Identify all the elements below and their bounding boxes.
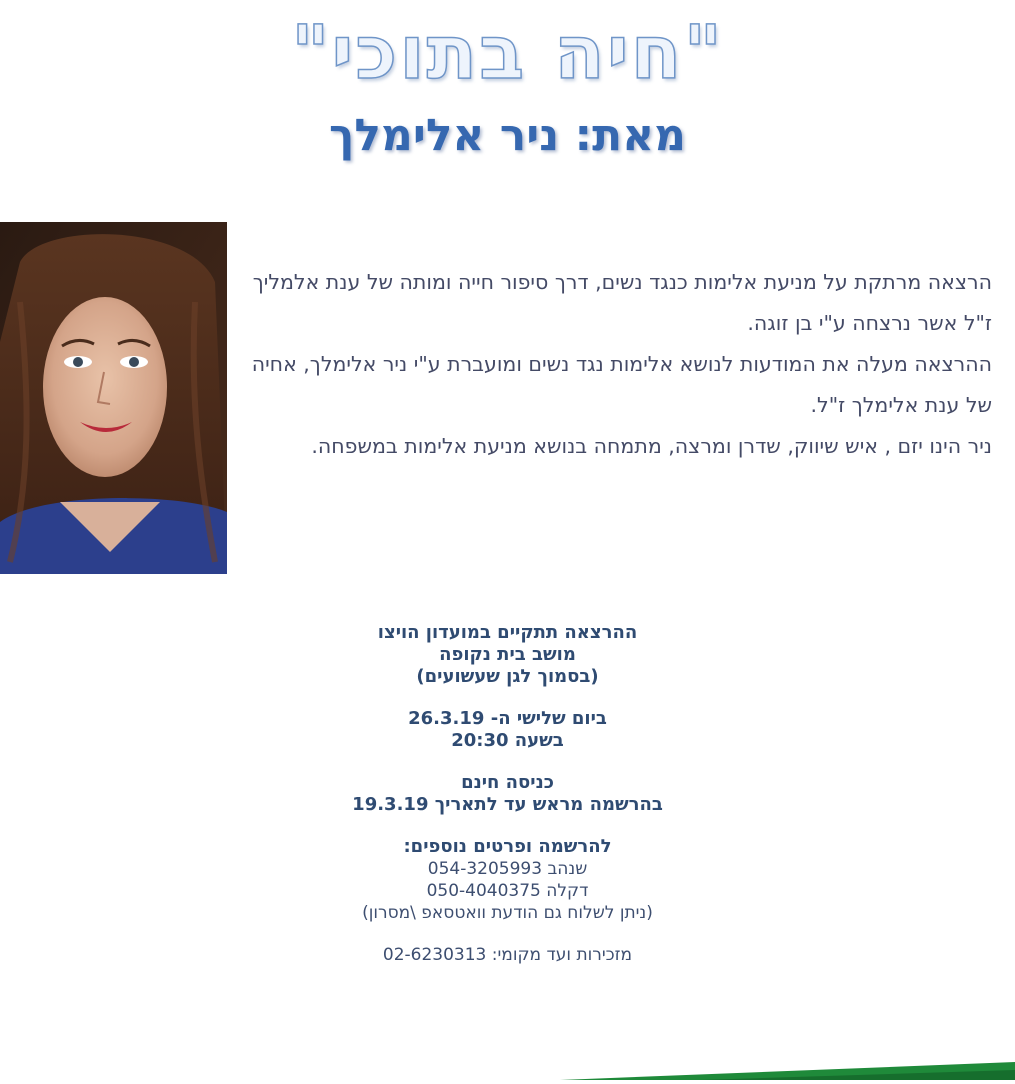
- contact-phone[interactable]: 050-4040375: [426, 881, 541, 901]
- lecture-description: [250, 262, 992, 467]
- free-entry: כניסה חינם: [461, 772, 554, 793]
- contact-row: [0, 880, 1015, 902]
- office-line: [0, 944, 1015, 966]
- event-details: [0, 622, 1015, 966]
- contact-phone[interactable]: 054-3205993: [427, 859, 543, 879]
- description-paragraph-1: הרצאה מרתקת על מניעת אלימות כנגד נשים, דרך סיפור חייה ומותה של ענת אלמליך ז"ל אשר נרצחה ע"י בן זוגה.: [252, 270, 992, 335]
- footer-green-stripe: [0, 1040, 1015, 1080]
- page-title: "חיה בתוכי": [290, 10, 725, 96]
- messaging-note: (ניתן לשלוח גם הודעת וואטסאפ \מסרון): [362, 903, 653, 923]
- date-label: ביום שלישי ה-: [490, 708, 607, 729]
- time-line: [0, 730, 1015, 752]
- time-value: 20:30: [451, 730, 509, 751]
- portrait-photo: [0, 222, 227, 574]
- contact-row: [0, 858, 1015, 880]
- time-label: בשעה: [514, 730, 564, 751]
- contact-name: שנהב: [547, 859, 588, 879]
- author-subtitle: מאת: ניר אלימלך: [328, 110, 687, 161]
- location-line-3: (בסמוך לגן שעשועים): [416, 666, 599, 687]
- registration-line: [0, 794, 1015, 816]
- location-line-2: מושב בית נקופה: [439, 644, 576, 665]
- description-paragraph-3: ניר הינו יזם , איש שיווק, שדרן ומרצה, מתמחה בנושא מניעת אלימות במשפחה.: [311, 434, 992, 458]
- office-phone[interactable]: 02-6230313: [382, 945, 487, 965]
- contact-heading: להרשמה ופרטים נוספים:: [403, 836, 612, 857]
- registration-label: בהרשמה מראש עד לתאריך: [434, 794, 663, 815]
- date-line: [0, 708, 1015, 730]
- registration-date: 19.3.19: [352, 794, 429, 815]
- date-value: 26.3.19: [408, 708, 485, 729]
- contact-name: דקלה: [546, 881, 589, 901]
- description-paragraph-2: ההרצאה מעלה את המודעות לנושא אלימות נגד נשים ומועברת ע"י ניר אלימלך, אחיה של ענת אלימלך ז"ל.: [251, 352, 992, 417]
- office-label: מזכירות ועד מקומי:: [491, 945, 633, 965]
- location-line-1: ההרצאה תתקיים במועדון הויצו: [377, 622, 638, 643]
